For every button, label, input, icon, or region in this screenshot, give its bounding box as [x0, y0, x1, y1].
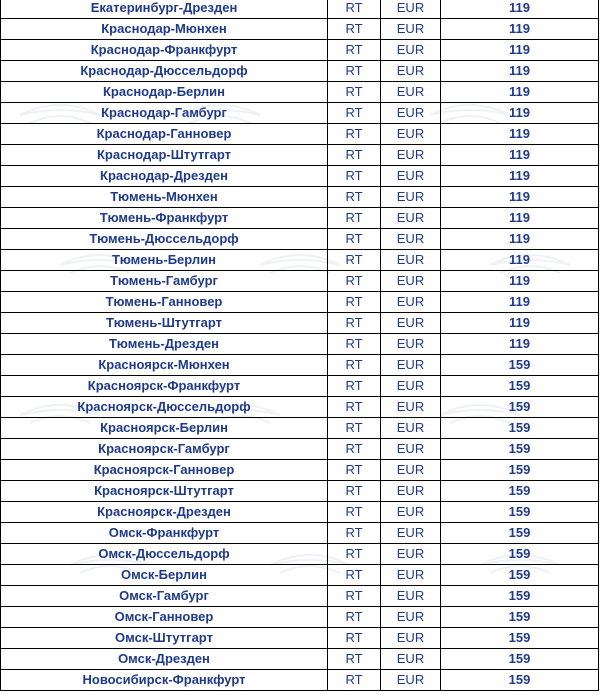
price-cell: 119: [441, 103, 599, 124]
currency-cell: EUR: [381, 628, 441, 649]
route-cell: Омск-Ганновер: [1, 607, 328, 628]
table-row: [1, 166, 599, 187]
price-cell: 119: [441, 0, 599, 19]
currency-cell: EUR: [381, 292, 441, 313]
route-cell: Красноярск-Дрезден: [1, 502, 328, 523]
route-cell: Новосибирск-Франкфурт: [1, 670, 328, 691]
price-cell: 159: [441, 397, 599, 418]
table-row: [1, 628, 599, 649]
currency-cell: EUR: [381, 502, 441, 523]
currency-cell: EUR: [381, 376, 441, 397]
currency-cell: EUR: [381, 565, 441, 586]
trip-type-cell: RT: [328, 586, 381, 607]
route-cell: Красноярск-Франкфурт: [1, 376, 328, 397]
table-row: [1, 187, 599, 208]
currency-cell: EUR: [381, 418, 441, 439]
currency-cell: EUR: [381, 166, 441, 187]
price-cell: 119: [441, 145, 599, 166]
trip-type-cell: RT: [328, 292, 381, 313]
table-row: [1, 19, 599, 40]
price-cell: 159: [441, 670, 599, 691]
route-cell: Краснодар-Штутгарт: [1, 145, 328, 166]
table-row: [1, 229, 599, 250]
route-cell: Тюмень-Штутгарт: [1, 313, 328, 334]
table-row: [1, 460, 599, 481]
currency-cell: EUR: [381, 61, 441, 82]
trip-type-cell: RT: [328, 397, 381, 418]
table-row: [1, 61, 599, 82]
route-cell: Красноярск-Гамбург: [1, 439, 328, 460]
table-row: [1, 397, 599, 418]
trip-type-cell: RT: [328, 670, 381, 691]
route-cell: Краснодар-Берлин: [1, 82, 328, 103]
table-row: [1, 271, 599, 292]
route-cell: Омск-Штутгарт: [1, 628, 328, 649]
price-cell: 119: [441, 61, 599, 82]
currency-cell: EUR: [381, 649, 441, 670]
fares-table-body: [1, 0, 599, 691]
route-cell: Омск-Берлин: [1, 565, 328, 586]
table-row: [1, 40, 599, 61]
currency-cell: EUR: [381, 607, 441, 628]
table-row: [1, 670, 599, 691]
price-cell: 159: [441, 544, 599, 565]
price-cell: 119: [441, 19, 599, 40]
trip-type-cell: RT: [328, 229, 381, 250]
table-row: [1, 523, 599, 544]
currency-cell: EUR: [381, 250, 441, 271]
route-cell: Тюмень-Дюссельдорф: [1, 229, 328, 250]
currency-cell: EUR: [381, 586, 441, 607]
price-cell: 119: [441, 187, 599, 208]
trip-type-cell: RT: [328, 145, 381, 166]
trip-type-cell: RT: [328, 271, 381, 292]
currency-cell: EUR: [381, 439, 441, 460]
price-cell: 159: [441, 481, 599, 502]
route-cell: Красноярск-Мюнхен: [1, 355, 328, 376]
price-cell: 119: [441, 208, 599, 229]
table-row: [1, 439, 599, 460]
table-row: [1, 124, 599, 145]
route-cell: Краснодар-Дюссельдорф: [1, 61, 328, 82]
currency-cell: EUR: [381, 229, 441, 250]
trip-type-cell: RT: [328, 187, 381, 208]
currency-cell: EUR: [381, 355, 441, 376]
trip-type-cell: RT: [328, 523, 381, 544]
price-cell: 159: [441, 649, 599, 670]
route-cell: Краснодар-Дрезден: [1, 166, 328, 187]
currency-cell: EUR: [381, 0, 441, 19]
price-cell: 119: [441, 334, 599, 355]
trip-type-cell: RT: [328, 355, 381, 376]
table-row: [1, 0, 599, 19]
route-cell: Тюмень-Берлин: [1, 250, 328, 271]
route-cell: Красноярск-Дюссельдорф: [1, 397, 328, 418]
table-row: [1, 376, 599, 397]
route-cell: Тюмень-Ганновер: [1, 292, 328, 313]
price-cell: 119: [441, 250, 599, 271]
route-cell: Тюмень-Мюнхен: [1, 187, 328, 208]
route-cell: Краснодар-Франкфурт: [1, 40, 328, 61]
route-cell: Екатеринбург-Дрезден: [1, 0, 328, 19]
route-cell: Омск-Франкфурт: [1, 523, 328, 544]
price-cell: 159: [441, 565, 599, 586]
table-row: [1, 544, 599, 565]
trip-type-cell: RT: [328, 418, 381, 439]
route-cell: Красноярск-Штутгарт: [1, 481, 328, 502]
currency-cell: EUR: [381, 271, 441, 292]
trip-type-cell: RT: [328, 544, 381, 565]
trip-type-cell: RT: [328, 250, 381, 271]
route-cell: Тюмень-Гамбург: [1, 271, 328, 292]
table-row: [1, 565, 599, 586]
trip-type-cell: RT: [328, 376, 381, 397]
table-row: [1, 103, 599, 124]
currency-cell: EUR: [381, 313, 441, 334]
trip-type-cell: RT: [328, 0, 381, 19]
currency-cell: EUR: [381, 397, 441, 418]
route-cell: Омск-Гамбург: [1, 586, 328, 607]
currency-cell: EUR: [381, 208, 441, 229]
trip-type-cell: RT: [328, 103, 381, 124]
trip-type-cell: RT: [328, 502, 381, 523]
trip-type-cell: RT: [328, 61, 381, 82]
price-cell: 159: [441, 628, 599, 649]
trip-type-cell: RT: [328, 208, 381, 229]
currency-cell: EUR: [381, 19, 441, 40]
price-cell: 159: [441, 376, 599, 397]
currency-cell: EUR: [381, 145, 441, 166]
route-cell: Краснодар-Гамбург: [1, 103, 328, 124]
route-cell: Красноярск-Берлин: [1, 418, 328, 439]
route-cell: Тюмень-Франкфурт: [1, 208, 328, 229]
trip-type-cell: RT: [328, 607, 381, 628]
currency-cell: EUR: [381, 40, 441, 61]
table-row: [1, 334, 599, 355]
table-row: [1, 502, 599, 523]
trip-type-cell: RT: [328, 439, 381, 460]
currency-cell: EUR: [381, 334, 441, 355]
price-cell: 119: [441, 271, 599, 292]
trip-type-cell: RT: [328, 124, 381, 145]
currency-cell: EUR: [381, 460, 441, 481]
trip-type-cell: RT: [328, 481, 381, 502]
table-row: [1, 292, 599, 313]
price-cell: 119: [441, 229, 599, 250]
table-row: [1, 313, 599, 334]
table-row: [1, 649, 599, 670]
trip-type-cell: RT: [328, 19, 381, 40]
trip-type-cell: RT: [328, 82, 381, 103]
trip-type-cell: RT: [328, 334, 381, 355]
route-cell: Тюмень-Дрезден: [1, 334, 328, 355]
route-cell: Красноярск-Ганновер: [1, 460, 328, 481]
trip-type-cell: RT: [328, 40, 381, 61]
route-cell: Краснодар-Ганновер: [1, 124, 328, 145]
currency-cell: EUR: [381, 544, 441, 565]
route-cell: Омск-Дюссельдорф: [1, 544, 328, 565]
table-row: [1, 586, 599, 607]
price-cell: 119: [441, 82, 599, 103]
trip-type-cell: RT: [328, 166, 381, 187]
route-cell: Краснодар-Мюнхен: [1, 19, 328, 40]
price-cell: 159: [441, 355, 599, 376]
route-cell: Омск-Дрезден: [1, 649, 328, 670]
price-cell: 159: [441, 523, 599, 544]
price-cell: 119: [441, 124, 599, 145]
table-row: [1, 481, 599, 502]
currency-cell: EUR: [381, 481, 441, 502]
price-cell: 119: [441, 40, 599, 61]
currency-cell: EUR: [381, 103, 441, 124]
price-cell: 159: [441, 439, 599, 460]
table-row: [1, 607, 599, 628]
price-cell: 119: [441, 166, 599, 187]
price-cell: 159: [441, 418, 599, 439]
trip-type-cell: RT: [328, 313, 381, 334]
currency-cell: EUR: [381, 523, 441, 544]
trip-type-cell: RT: [328, 565, 381, 586]
currency-cell: EUR: [381, 82, 441, 103]
table-row: [1, 208, 599, 229]
currency-cell: EUR: [381, 670, 441, 691]
table-row: [1, 355, 599, 376]
trip-type-cell: RT: [328, 628, 381, 649]
table-row: [1, 82, 599, 103]
price-cell: 159: [441, 502, 599, 523]
price-cell: 159: [441, 607, 599, 628]
trip-type-cell: RT: [328, 460, 381, 481]
price-cell: 159: [441, 586, 599, 607]
price-cell: 119: [441, 313, 599, 334]
table-row: [1, 418, 599, 439]
currency-cell: EUR: [381, 124, 441, 145]
price-cell: 159: [441, 460, 599, 481]
table-row: [1, 145, 599, 166]
table-row: [1, 250, 599, 271]
trip-type-cell: RT: [328, 649, 381, 670]
price-cell: 119: [441, 292, 599, 313]
currency-cell: EUR: [381, 187, 441, 208]
